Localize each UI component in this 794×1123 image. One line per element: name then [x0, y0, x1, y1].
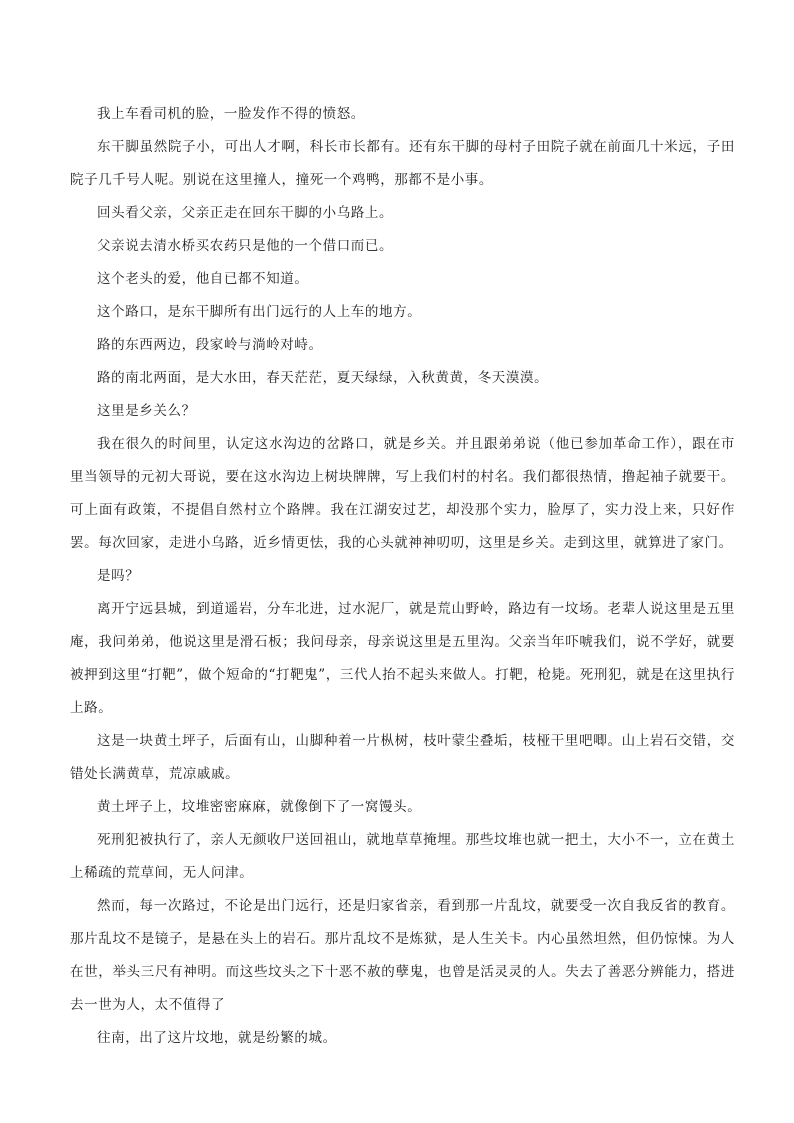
paragraph: 是吗？ — [97, 568, 140, 584]
paragraph: 路的东西两边，段家岭与淌岭对峙。 — [97, 337, 323, 353]
paragraph: 离开宁远县城，到道遥岩，分车北进，过水泥厂，就是荒山野岭，路边有一坟场。老辈人说这里是五里庵，我问弟弟，他说这里是滑石板；我问母亲，母亲说这里是五里沟。父亲当年吓唬我们，说不学好，就要被押到这里“打靶”，做个短命的“打靶鬼”，三代人抬不起头来做人。打靶，枪毙。死刑犯，就是在这里执行上路。 — [70, 601, 735, 716]
paragraph: 然而，每一次路过，不论是出门远行，还是归家省亲，看到那一片乱坟，就要受一次自我反省的教育。那片乱坟不是镜子，是悬在头上的岩石。那片乱坟不是炼狱，是人生关卡。内心虽然坦然，但仍惊悚。为人在世，举头三尺有神明。而这些坟头之下十恶不赦的孽鬼，也曾是活灵灵的人。失去了善恶分辨能力，搭进去一世为人，太不值得了 — [70, 898, 735, 1013]
paragraph: 父亲说去清水桥买农药只是他的一个借口而已。 — [97, 238, 394, 254]
paragraph: 这个路口，是东干脚所有出门远行的人上车的地方。 — [97, 304, 422, 320]
paragraph: 我在很久的时间里，认定这水沟边的岔路口，就是乡关。并且跟弟弟说（他已参加革命工作），跟在市里当领导的元初大哥说，要在这水沟边上树块牌牌，写上我们村的村名。我们都很热情，撸起袖子就要干。可上面有政策，不提倡自然村立个路牌。我在江湖安过艺，却没那个实力，脸厚了，实力没上来，只好作罢。每次回家，走进小乌路，近乡情更怯，我的心头就神神叨叨，这里是乡关。走到这里，就算进了家门。 — [70, 436, 735, 551]
paragraph: 往南，出了这片坟地，就是纷繁的城。 — [97, 1030, 337, 1046]
paragraph: 这里是乡关么？ — [97, 403, 196, 419]
paragraph: 我上车看司机的脸，一脸发作不得的愤怒。 — [97, 106, 365, 122]
paragraph: 这个老头的爱，他自已都不知道。 — [97, 271, 309, 287]
paragraph: 死刑犯被执行了，亲人无颜收尸送回祖山，就地草草掩埋。那些坟堆也就一把土，大小不一，立在黄土上稀疏的荒草间，无人问津。 — [70, 832, 735, 881]
document-body — [70, 98, 735, 1055]
paragraph: 东干脚虽然院子小，可出人才啊，科长市长都有。还有东干脚的母村子田院子就在前面几十米远，子田院子几千号人呢。别说在这里撞人，撞死一个鸡鸭，那都不是小事。 — [70, 139, 735, 188]
paragraph: 路的南北两面，是大水田，春天茫茫，夏天绿绿，入秋黄黄，冬天漠漠。 — [97, 370, 549, 386]
paragraph: 这是一块黄土坪子，后面有山，山脚种着一片枞树，枝叶蒙尘叠垢，枝桠干里吧唧。山上岩石交错，交错处长满黄草，荒凉戚戚。 — [70, 733, 735, 782]
paragraph: 黄土坪子上，坟堆密密麻麻，就像倒下了一窝馒头。 — [97, 799, 422, 815]
paragraph: 回头看父亲，父亲正走在回东干脚的小乌路上。 — [97, 205, 394, 221]
